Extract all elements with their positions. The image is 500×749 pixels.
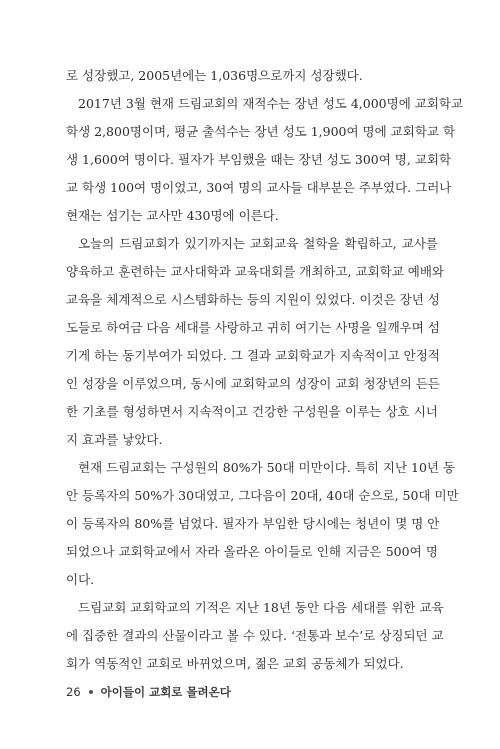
- text-line: 회가 역동적인 교회로 바뀌었으며, 젊은 교회 공동체가 되었다.: [66, 656, 404, 671]
- text-line: 양육하고 훈련하는 교사대학과 교육대회를 개최하고, 교회학교 예배와: [66, 264, 444, 279]
- text-line: 기게 하는 동기부여가 되었다. 그 결과 교회학교가 지속적이고 안정적: [66, 348, 440, 363]
- page-number: 26: [66, 685, 81, 699]
- text-line: 이다.: [66, 572, 95, 587]
- paragraph-3: [66, 230, 444, 454]
- text-line: 안 등록자의 50%가 30대였고, 그다음이 20대, 40대 순으로, 50대 미만: [66, 488, 459, 503]
- body-text: [66, 62, 464, 678]
- running-title: 아이들이 교회로 몰려온다: [100, 685, 231, 699]
- page-footer: [66, 684, 231, 700]
- text-line: 인 성장을 이루었으며, 동시에 교회학교의 성장이 교회 청장년의 든든: [66, 376, 440, 391]
- paragraph-1: [66, 62, 438, 90]
- text-line: 한 기초를 형성하면서 지속적이고 건강한 구성원을 이루는 상호 시너: [66, 404, 438, 419]
- paragraph-2: [66, 90, 464, 230]
- text-line: 로 성장했고, 2005년에는 1,036명으로까지 성장했다.: [66, 68, 363, 83]
- paragraph-4: [66, 454, 459, 594]
- text-line: 도들로 하여금 다음 세대를 사랑하고 귀히 여기는 사명을 일깨우며 섬: [66, 320, 440, 335]
- paragraph-5: [66, 594, 444, 678]
- text-line: 교 학생 100여 명이었고, 30여 명의 교사들 대부분은 주부였다. 그러나: [66, 180, 452, 195]
- bullet-separator-icon: [89, 690, 93, 694]
- text-line: 교육을 체계적으로 시스템화하는 등의 지원이 있었다. 이것은 장년 성: [66, 292, 440, 307]
- text-line: 현재는 섬기는 교사만 430명에 이른다.: [66, 208, 279, 223]
- text-line: 2017년 3월 현재 드림교회의 재적수는 장년 성도 4,000명에 교회학교: [78, 96, 464, 111]
- text-line: 이 등록자의 80%를 넘었다. 필자가 부임한 당시에는 청년이 몇 명 안: [66, 516, 440, 531]
- text-line: 지 효과를 낳았다.: [66, 432, 163, 447]
- text-line: 현재 드림교회는 구성원의 80%가 50대 미만이다. 특히 지난 10년 동: [78, 460, 456, 475]
- text-line: 생 1,600여 명이다. 필자가 부임했을 때는 장년 성도 300여 명, 교회학: [66, 152, 452, 167]
- text-line: 에 집중한 결과의 산물이라고 볼 수 있다. ‘전통과 보수’로 상징되던 교: [66, 628, 444, 643]
- text-line: 학생 2,800명이며, 평균 출석수는 장년 성도 1,900여 명에 교회학교 학: [66, 124, 456, 139]
- text-line: 오늘의 드림교회가 있기까지는 교회교육 철학을 확립하고, 교사를: [78, 236, 438, 251]
- text-line: 되었으나 교회학교에서 자라 올라온 아이들로 인해 지금은 500여 명: [66, 544, 438, 559]
- text-line: 드림교회 교회학교의 기적은 지난 18년 동안 다음 세대를 위한 교육: [78, 600, 444, 615]
